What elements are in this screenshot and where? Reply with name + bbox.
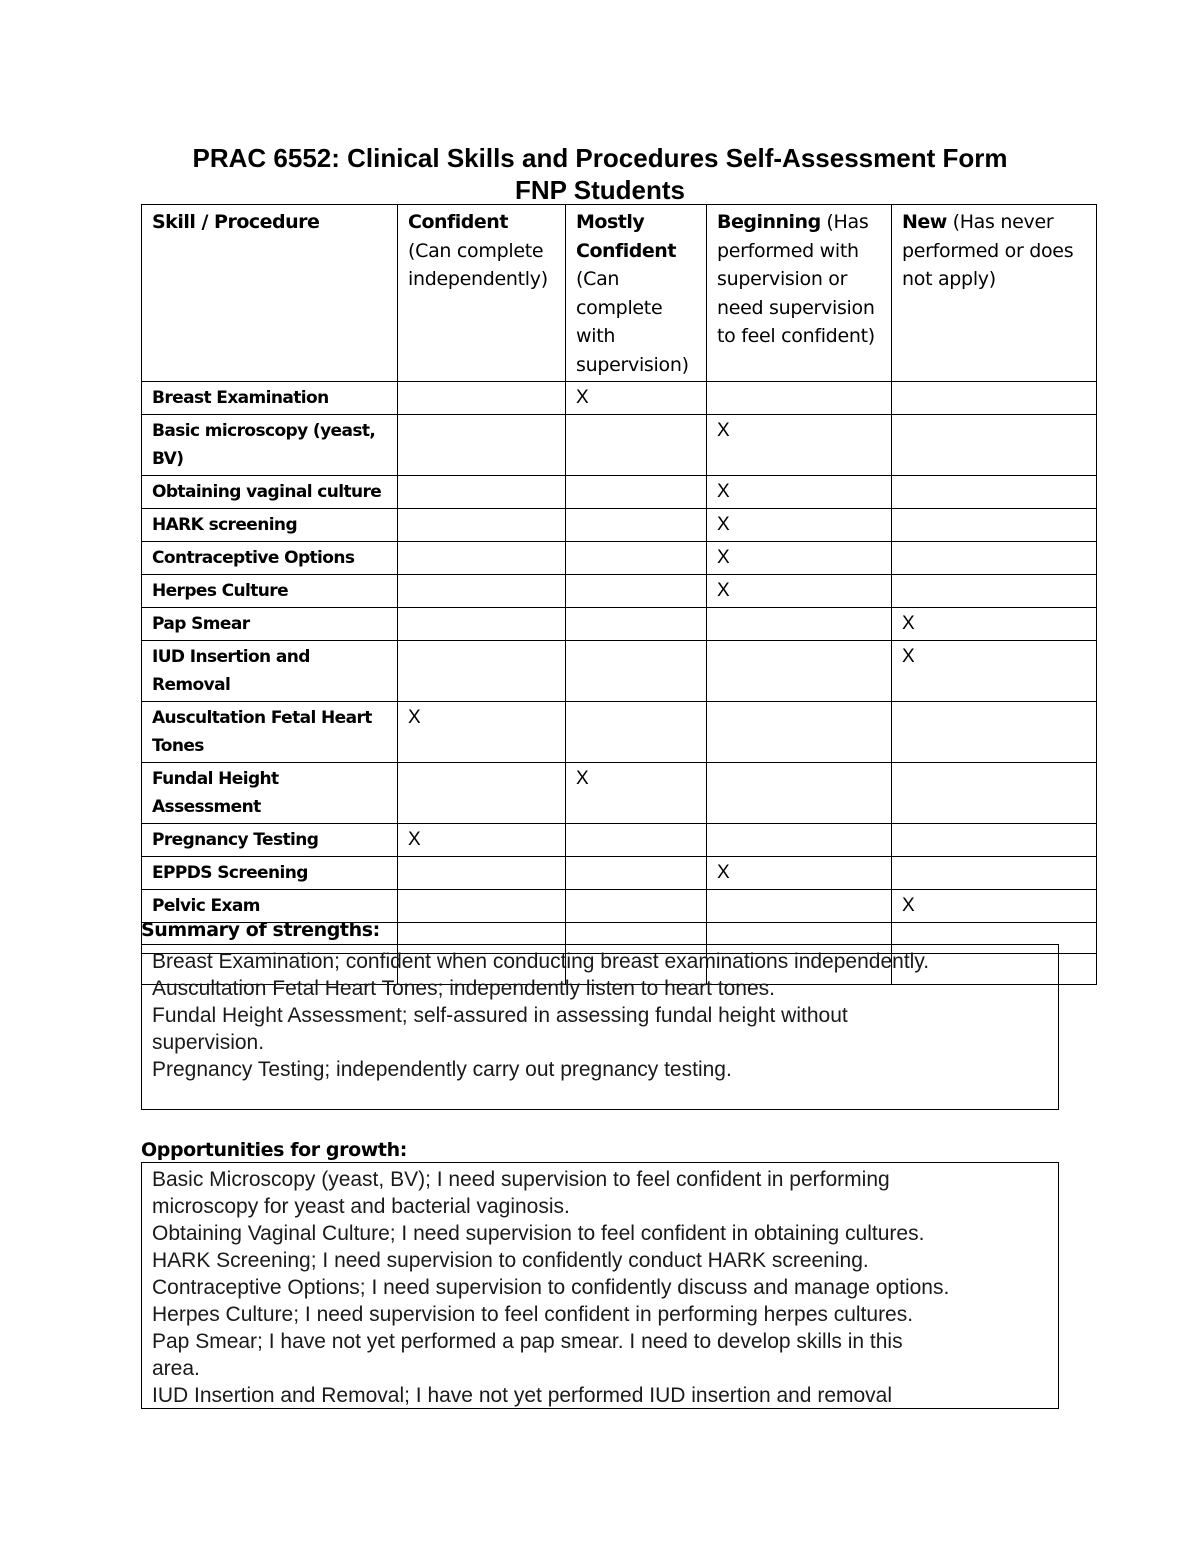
table-row (142, 415, 1097, 476)
rating-cell[interactable] (707, 641, 892, 702)
rating-cell[interactable] (707, 824, 892, 857)
rating-cell[interactable] (892, 763, 1097, 824)
rating-cell[interactable]: X (707, 509, 892, 542)
page-subtitle: FNP Students (515, 175, 685, 205)
rating-cell[interactable] (398, 763, 566, 824)
strengths-line: supervision. (152, 1031, 265, 1054)
growth-line: Basic Microscopy (yeast, BV); I need supervision to feel confident in performing (152, 1168, 890, 1191)
growth-line: Contraceptive Options; I need supervision to confidently discuss and manage options. (152, 1276, 950, 1299)
table-row (142, 542, 1097, 575)
rating-cell[interactable] (892, 509, 1097, 542)
header-beginning (707, 205, 892, 382)
skill-name-cell: Pregnancy Testing (142, 824, 398, 857)
rating-cell[interactable] (566, 890, 707, 923)
rating-cell[interactable] (398, 608, 566, 641)
rating-cell[interactable] (566, 575, 707, 608)
rating-cell[interactable] (892, 382, 1097, 415)
page-title: PRAC 6552: Clinical Skills and Procedures Self-Assessment Form (192, 143, 1008, 173)
strengths-line: Auscultation Fetal Heart Tones; independently listen to heart tones. (152, 977, 775, 1000)
rating-cell[interactable] (892, 476, 1097, 509)
rating-cell[interactable] (707, 382, 892, 415)
skill-name-cell: Contraceptive Options (142, 542, 398, 575)
rating-cell[interactable] (398, 382, 566, 415)
strengths-line: Breast Examination; confident when conducting breast examinations independently. (152, 950, 930, 973)
header-description: (Can complete independently) (408, 239, 548, 290)
rating-cell[interactable] (398, 415, 566, 476)
table-row (142, 824, 1097, 857)
header-label: Skill / Procedure (152, 211, 320, 233)
skill-name-cell: IUD Insertion and Removal (142, 641, 398, 702)
rating-cell[interactable]: X (707, 476, 892, 509)
rating-cell[interactable] (892, 824, 1097, 857)
table-row (142, 509, 1097, 542)
growth-line: Obtaining Vaginal Culture; I need supervision to feel confident in obtaining cultures. (152, 1222, 925, 1245)
rating-cell[interactable]: X (892, 641, 1097, 702)
rating-cell[interactable]: X (707, 857, 892, 890)
skill-name-cell: Basic microscopy (yeast, BV) (142, 415, 398, 476)
rating-cell[interactable] (707, 763, 892, 824)
header-description: (Can complete with supervision) (576, 268, 689, 376)
rating-cell[interactable] (398, 857, 566, 890)
rating-cell[interactable] (892, 857, 1097, 890)
growth-text-box[interactable] (141, 1162, 1059, 1409)
rating-cell[interactable]: X (707, 415, 892, 476)
rating-cell[interactable] (398, 890, 566, 923)
rating-cell[interactable] (707, 702, 892, 763)
strengths-heading: Summary of strengths: (141, 919, 380, 941)
rating-cell[interactable] (566, 857, 707, 890)
rating-cell[interactable] (707, 608, 892, 641)
growth-line: area. (152, 1357, 200, 1380)
rating-cell[interactable]: X (566, 763, 707, 824)
rating-cell[interactable]: X (707, 542, 892, 575)
header-skill-procedure (142, 205, 398, 382)
rating-cell[interactable] (398, 641, 566, 702)
rating-cell[interactable] (566, 476, 707, 509)
skill-name-cell: Herpes Culture (142, 575, 398, 608)
header-description: (Has performed with supervision or need supervision to feel confident) (717, 211, 875, 347)
strengths-line: Fundal Height Assessment; self-assured in assessing fundal height without (152, 1004, 848, 1027)
skill-name-cell: EPPDS Screening (142, 857, 398, 890)
header-mostly-confident (566, 205, 707, 382)
table-row (142, 608, 1097, 641)
skill-name-cell: Fundal Height Assessment (142, 763, 398, 824)
skill-name-cell: Auscultation Fetal Heart Tones (142, 702, 398, 763)
rating-cell[interactable]: X (398, 824, 566, 857)
growth-line: IUD Insertion and Removal; I have not yet performed IUD insertion and removal (152, 1384, 893, 1407)
rating-cell[interactable] (566, 824, 707, 857)
rating-cell[interactable] (398, 542, 566, 575)
header-label: New (902, 211, 947, 233)
growth-line: microscopy for yeast and bacterial vaginosis. (152, 1195, 570, 1218)
rating-cell[interactable]: X (892, 890, 1097, 923)
skills-assessment-table (141, 204, 1097, 985)
skill-name-cell: Obtaining vaginal culture (142, 476, 398, 509)
rating-cell[interactable]: X (566, 382, 707, 415)
header-confident (398, 205, 566, 382)
skill-name-cell: Pap Smear (142, 608, 398, 641)
rating-cell[interactable] (892, 415, 1097, 476)
table-row (142, 575, 1097, 608)
header-label: Mostly Confident (576, 211, 676, 262)
rating-cell[interactable] (707, 890, 892, 923)
growth-heading: Opportunities for growth: (141, 1139, 407, 1161)
rating-cell[interactable] (566, 509, 707, 542)
rating-cell[interactable] (566, 641, 707, 702)
header-label: Beginning (717, 211, 821, 233)
strengths-line: Pregnancy Testing; independently carry out pregnancy testing. (152, 1058, 732, 1081)
skill-name-cell: Pelvic Exam (142, 890, 398, 923)
rating-cell[interactable] (566, 608, 707, 641)
skill-name-cell: HARK screening (142, 509, 398, 542)
rating-cell[interactable]: X (707, 575, 892, 608)
table-header-row (142, 205, 1097, 382)
rating-cell[interactable]: X (398, 702, 566, 763)
rating-cell[interactable]: X (892, 608, 1097, 641)
rating-cell[interactable] (566, 702, 707, 763)
growth-line: Herpes Culture; I need supervision to feel confident in performing herpes cultures. (152, 1303, 914, 1326)
rating-cell[interactable] (566, 415, 707, 476)
rating-cell[interactable] (892, 542, 1097, 575)
table-row (142, 763, 1097, 824)
header-description: (Has never performed or does not apply) (902, 211, 1074, 290)
table-row (142, 382, 1097, 415)
rating-cell[interactable] (566, 542, 707, 575)
rating-cell[interactable] (398, 476, 566, 509)
growth-line: HARK Screening; I need supervision to confidently conduct HARK screening. (152, 1249, 869, 1272)
table-row (142, 641, 1097, 702)
header-new (892, 205, 1097, 382)
table-row (142, 476, 1097, 509)
rating-cell[interactable] (398, 509, 566, 542)
growth-line: Pap Smear; I have not yet performed a pap smear. I need to develop skills in this (152, 1330, 903, 1353)
strengths-text-box[interactable] (141, 944, 1059, 1110)
header-label: Confident (408, 211, 508, 233)
rating-cell[interactable] (892, 575, 1097, 608)
skill-name-cell: Breast Examination (142, 382, 398, 415)
table-body (142, 382, 1097, 985)
table-row (142, 702, 1097, 763)
rating-cell[interactable] (398, 575, 566, 608)
table-row (142, 857, 1097, 890)
rating-cell[interactable] (892, 702, 1097, 763)
